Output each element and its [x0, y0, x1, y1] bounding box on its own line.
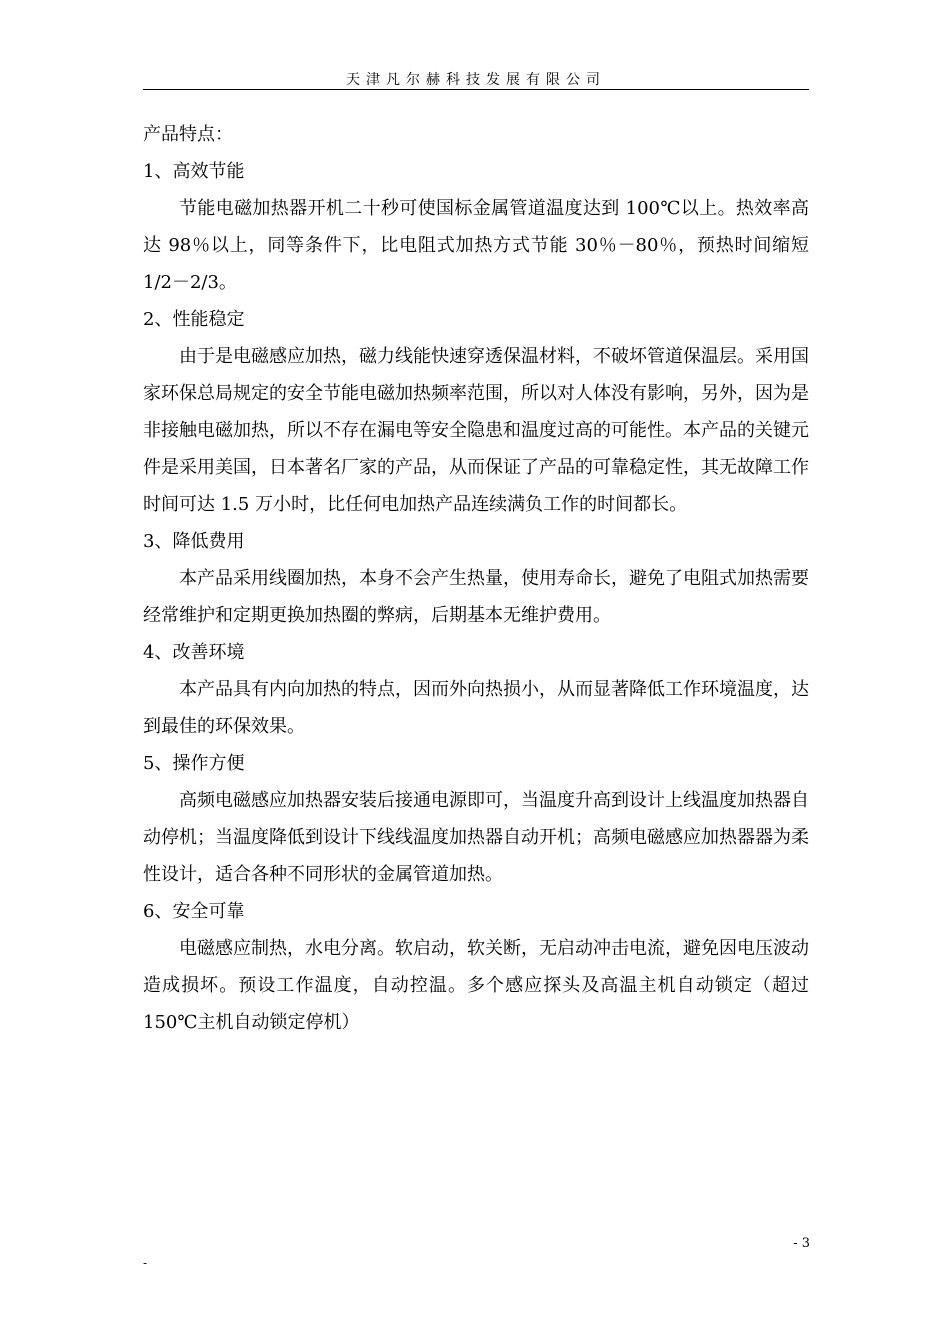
- intro-heading: 产品特点：: [143, 124, 233, 145]
- section-body-6: 电磁感应制热，水电分离。软启动，软关断，无启动冲击电流，避免因电压波动造成损坏。预设工作温度，自动控温。多个感应探头及高温主机自动锁定（超过 150℃主机自动锁定停机）: [143, 938, 809, 1033]
- page-number: - 3: [793, 1236, 810, 1251]
- section-heading-6: 6、安全可靠: [143, 901, 245, 922]
- section-heading-1: 1、高效节能: [143, 161, 245, 182]
- section-body-3: 本产品采用线圈加热，本身不会产生热量，使用寿命长，避免了电阻式加热需要经常维护和定期更换加热圈的弊病，后期基本无维护费用。: [143, 568, 809, 626]
- document-body: [143, 116, 809, 1041]
- header-divider: [143, 89, 809, 90]
- section-heading-4: 4、改善环境: [143, 642, 245, 663]
- section-body-1: 节能电磁加热器开机二十秒可使国标金属管道温度达到 100℃以上。热效率高达 98％以上，同等条件下，比电阻式加热方式节能 30％－80％，预热时间缩短 1/2－2/3。: [143, 198, 809, 293]
- section-body-4: 本产品具有内向加热的特点，因而外向热损小，从而显著降低工作环境温度，达到最佳的环保效果。: [143, 679, 809, 737]
- section-heading-5: 5、操作方便: [143, 753, 245, 774]
- page-header: 天津凡尔赫科技发展有限公司: [346, 72, 606, 88]
- section-body-2: 由于是电磁感应加热，磁力线能快速穿透保温材料，不破坏管道保温层。采用国家环保总局规定的安全节能电磁加热频率范围，所以对人体没有影响，另外，因为是非接触电磁加热，所以不存在漏电等安全隐患和温度过高的可能性。本产品的关键元件是采用美国，日本著名厂家的产品，从而保证了产品的可靠稳定性，其无故障工作时间可达 1.5 万小时，比任何电加热产品连续满负工作的时间都长。: [143, 346, 809, 515]
- section-heading-2: 2、性能稳定: [143, 309, 245, 330]
- section-body-5: 高频电磁感应加热器安装后接通电源即可，当温度升高到设计上线温度加热器自动停机；当温度降低到设计下线线温度加热器自动开机；高频电磁感应加热器器为柔性设计，适合各种不同形状的金属管道加热。: [143, 790, 809, 885]
- section-heading-3: 3、降低费用: [143, 531, 245, 552]
- footer-mark: -: [143, 1256, 148, 1270]
